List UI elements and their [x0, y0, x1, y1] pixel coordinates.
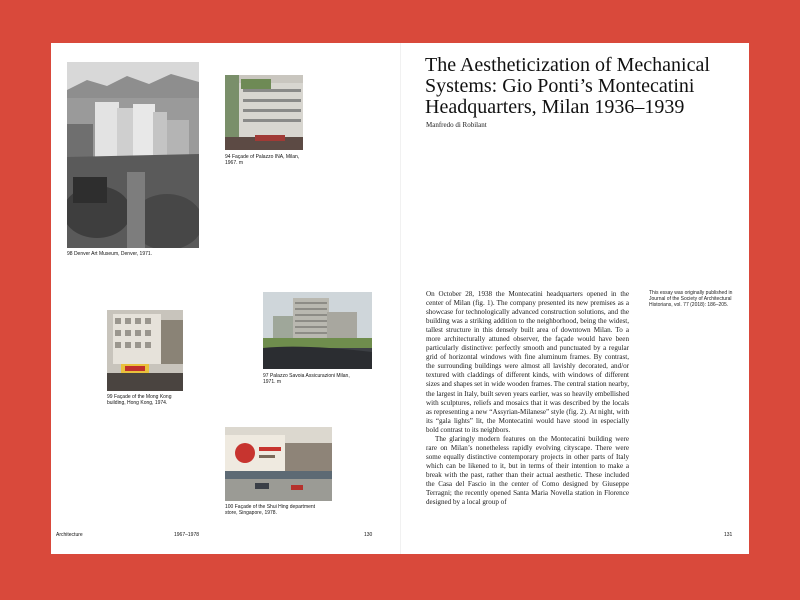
book-spread — [51, 43, 749, 554]
page-number-right: 131 — [724, 532, 733, 538]
article-author: Manfredo di Robilant — [426, 121, 487, 129]
caption-98: 98 Denver Art Museum, Denver, 1971. — [67, 251, 153, 257]
caption-99: 99 Façade of the Mong Kong building, Hong Kong, 1974. — [107, 394, 172, 407]
page-number-left: 130 — [364, 532, 373, 538]
gutter — [400, 43, 401, 554]
photo-denver-art-museum — [67, 62, 199, 248]
footer-years: 1967–1978 — [174, 532, 200, 538]
photo-palazzo-savoia — [263, 292, 372, 369]
caption-94: 94 Façade of Palazzo INA, Milan, 1967. m — [225, 154, 300, 167]
photo-shui-hing-store — [225, 427, 332, 501]
caption-100: 100 Façade of the Shui Hing department store, Singapore, 1978. — [225, 504, 316, 517]
caption-97: 97 Palazzo Savoia Assicurazioni Milan, 1971. m — [263, 373, 350, 386]
photo-mong-kong-building — [107, 310, 183, 391]
photo-palazzo-ina — [225, 75, 303, 150]
paragraph-1: On October 28, 1938 the Montecatini headquarters opened in the center of Milan (fig. 1). The company presented its new premises as a showcase for technologically advanced construction solutions, and the building was a striking addition to the neighborhood, being the widest, tallest structure in this densely built area of downtown Milan. To a more architecturally attuned observer, the façade would have been particularly distinctive: perfectly smooth and punctuated by a regular grid of horizontal windows with fine aluminum frames. By contrast, the surrounding buildings were almost all lavishly decorated, and/or textured with claddings of different kinds, with windows of different sizes and shapes set in wide wooden frames. The central station nearby, the largest in Italy, built seven years earlier, was so heavily embellished with sculptures, reliefs and mosaics that it was described by the locals as representing a new “Assyrian-Milanese” style (fig. 2). At night, with its “gala lights” lit, the Montecatini would have stood in especially bold contrast to its neighbors. — [426, 290, 630, 434]
footer-section: Architecture — [56, 532, 83, 538]
article-title: The Aestheticization of Mechanical Systems: Gio Ponti’s Montecatini Headquarters, Milan 1936–1939 — [425, 54, 710, 118]
sidenote: This essay was originally published in Journal of the Society of Architectural Historians, vol. 77 (2018): 186–205. — [649, 290, 733, 309]
article-body — [426, 290, 629, 507]
paragraph-2: The glaringly modern features on the Montecatini building were rare on Milan’s nonetheless rapidly evolving cityscape. There were some equally distinctive contemporary projects in other parts of Italy which can be likened to it, but in terms of their intention to make a break with the past, rather than their actual aesthetic. These included the Casa del Fascio in the center of Como designed by Giuseppe Terragni; the recently opened Santa Maria Novella station in Florence designed by a local group of — [426, 434, 629, 507]
